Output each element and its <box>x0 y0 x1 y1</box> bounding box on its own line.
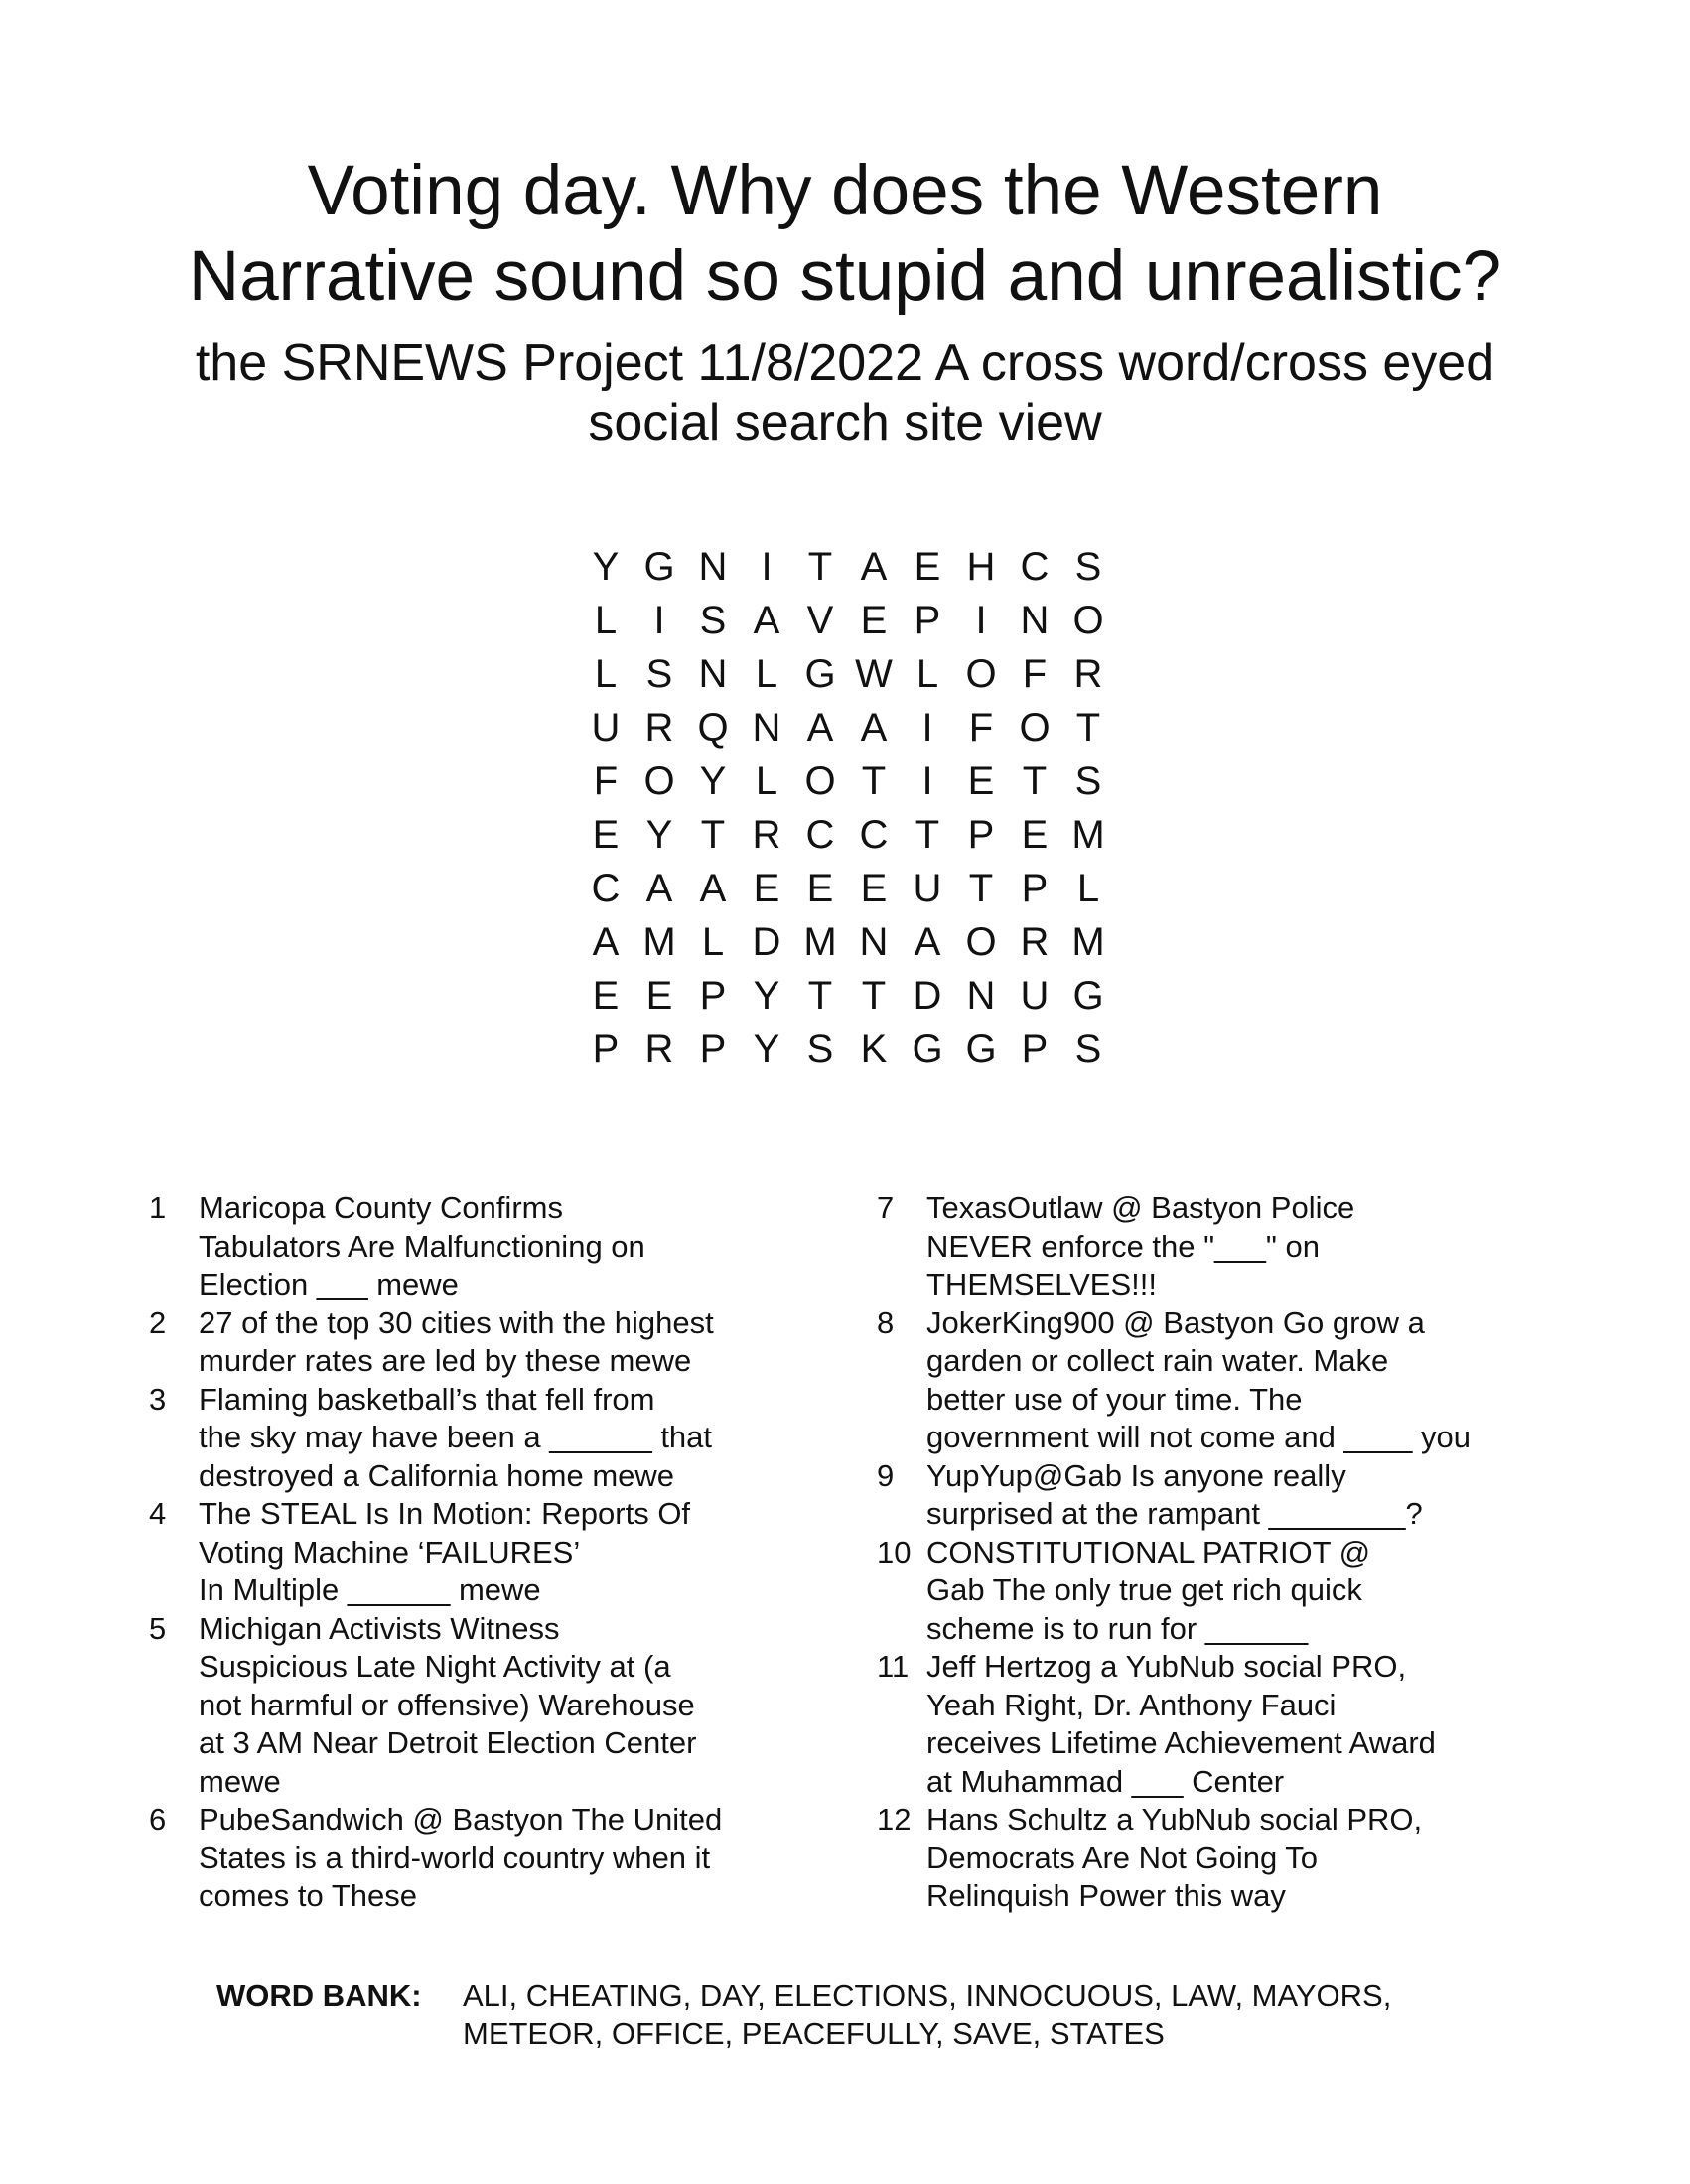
grid-letter: I <box>975 599 987 642</box>
grid-letter: S <box>1074 1027 1102 1071</box>
clue-text: CONSTITUTIONAL PATRIOT @ Gab The only true get rich quick scheme is to run for ______ <box>926 1534 1371 1646</box>
clue-number: 10 <box>877 1534 912 1570</box>
clue-item <box>877 1189 1512 1304</box>
page-subtitle: the SRNEWS Project 11/8/2022 A cross word/cross eyed social search site view <box>195 335 1495 452</box>
clue-item <box>149 1610 755 1802</box>
grid-letter: L <box>594 652 618 696</box>
grid-letter: R <box>644 706 674 750</box>
clue-text: 27 of the top 30 cities with the highest murder rates are led by these mewe <box>199 1304 714 1378</box>
grid-letter: A <box>860 545 888 589</box>
grid-letter: M <box>1071 920 1105 964</box>
grid-letter: O <box>965 920 997 964</box>
grid-letter: R <box>644 1027 674 1071</box>
grid-letter: T <box>915 813 940 857</box>
grid-letter: N <box>1020 599 1050 642</box>
clue-list-right <box>877 1189 1512 1916</box>
grid-letter: G <box>912 1027 943 1071</box>
grid-letter: O <box>965 652 997 696</box>
grid-letter: C <box>859 813 889 857</box>
grid-letter: A <box>806 706 834 750</box>
grid-letter: N <box>966 974 996 1018</box>
clue-text: Michigan Activists Witness Suspicious Late Night Activity at (a not harmful or offensive) Warehouse at 3 AM Near Detroit Election Center mewe <box>199 1610 697 1799</box>
grid-letter: E <box>860 867 888 910</box>
grid-row <box>579 1023 1115 1076</box>
grid-letter: E <box>592 974 620 1018</box>
grid-letter: Y <box>592 545 620 589</box>
grid-letter: P <box>592 1027 620 1071</box>
grid-letter: T <box>807 545 833 589</box>
grid-letter: P <box>914 599 941 642</box>
grid-letter: L <box>755 759 778 803</box>
grid-letter: S <box>699 599 727 642</box>
clue-text: Hans Schultz a YubNub social PRO, Democrats Are Not Going To Relinquish Power this way <box>926 1802 1423 1913</box>
grid-letter: E <box>645 974 673 1018</box>
clue-item <box>149 1304 755 1381</box>
grid-letter: O <box>1072 599 1104 642</box>
grid-letter: T <box>861 759 887 803</box>
grid-letter: M <box>803 920 837 964</box>
grid-letter: F <box>1022 652 1048 696</box>
clue-item <box>877 1534 1512 1649</box>
grid-letter: Y <box>699 759 727 803</box>
clue-number: 4 <box>149 1496 167 1531</box>
clue-text: JokerKing900 @ Bastyon Go grow a garden or collect rain water. Make better use of your time. The government will not come and ____ you <box>926 1304 1471 1454</box>
clue-text: TexasOutlaw @ Bastyon Police NEVER enforce the "___" on THEMSELVES!!! <box>926 1190 1355 1301</box>
grid-letter: Y <box>645 813 673 857</box>
clue-item <box>149 1495 755 1610</box>
clue-text: Maricopa County Confirms Tabulators Are Malfunctioning on Election ___ mewe <box>199 1190 645 1301</box>
grid-letter: S <box>645 652 673 696</box>
clue-number: 5 <box>149 1610 167 1646</box>
grid-letter: P <box>1021 867 1049 910</box>
clue-number: 11 <box>877 1649 910 1684</box>
grid-letter: I <box>921 759 933 803</box>
grid-letter: F <box>593 759 619 803</box>
clue-item <box>877 1648 1512 1801</box>
grid-letter: A <box>592 920 620 964</box>
grid-letter: N <box>859 920 889 964</box>
grid-row <box>579 969 1115 1023</box>
grid-letter: G <box>643 545 675 589</box>
clue-item <box>149 1381 755 1496</box>
grid-letter: U <box>913 867 942 910</box>
clue-item <box>877 1457 1512 1534</box>
grid-letter: A <box>699 867 727 910</box>
grid-row <box>579 915 1115 969</box>
clue-text: YupYup@Gab Is anyone really surprised at the rampant ________? <box>926 1457 1423 1531</box>
clue-number: 6 <box>149 1802 167 1837</box>
grid-letter: L <box>755 652 778 696</box>
grid-letter: P <box>699 1027 727 1071</box>
grid-letter: R <box>752 813 781 857</box>
grid-letter: G <box>965 1027 997 1071</box>
grid-letter: Y <box>753 1027 780 1071</box>
grid-letter: A <box>753 599 780 642</box>
grid-letter: E <box>1021 813 1049 857</box>
word-search-grid <box>579 540 1115 1076</box>
grid-letter: I <box>761 545 773 589</box>
grid-letter: T <box>861 974 887 1018</box>
grid-row <box>579 862 1115 915</box>
grid-letter: W <box>855 652 893 696</box>
clue-number: 8 <box>877 1304 895 1340</box>
grid-letter: M <box>642 920 676 964</box>
grid-row <box>579 647 1115 701</box>
grid-letter: P <box>699 974 727 1018</box>
clue-item <box>877 1304 1512 1457</box>
grid-row <box>579 754 1115 808</box>
grid-letter: O <box>804 759 836 803</box>
grid-letter: H <box>966 545 996 589</box>
word-bank-words: ALI, CHEATING, DAY, ELECTIONS, INNOCUOUS, LAW, MAYORS, METEOR, OFFICE, PEACEFULLY, SAVE, STATES <box>463 1979 1392 2051</box>
grid-letter: Q <box>697 706 729 750</box>
grid-letter: S <box>1074 759 1102 803</box>
grid-letter: U <box>591 706 621 750</box>
clue-text: Flaming basketball’s that fell from the sky may have been a ______ that destroyed a California home mewe <box>199 1381 713 1493</box>
grid-letter: G <box>1072 974 1104 1018</box>
grid-letter: P <box>967 813 995 857</box>
grid-letter: S <box>1074 545 1102 589</box>
grid-letter: E <box>806 867 834 910</box>
page-title: Voting day. Why does the Western Narrative sound so stupid and unrealistic? <box>188 152 1502 316</box>
clue-item <box>877 1801 1512 1916</box>
grid-letter: K <box>860 1027 888 1071</box>
clue-item <box>149 1189 755 1304</box>
grid-letter: R <box>1020 920 1050 964</box>
grid-row <box>579 701 1115 754</box>
grid-letter: E <box>860 599 888 642</box>
clue-number: 2 <box>149 1304 167 1340</box>
grid-letter: E <box>914 545 941 589</box>
grid-letter: O <box>1019 706 1051 750</box>
grid-letter: I <box>653 599 665 642</box>
grid-row <box>579 594 1115 647</box>
grid-letter: D <box>752 920 781 964</box>
clue-number: 12 <box>877 1802 912 1837</box>
grid-row <box>579 540 1115 594</box>
clue-text: PubeSandwich @ Bastyon The United States is a third-world country when it comes to These <box>199 1802 723 1913</box>
grid-letter: A <box>645 867 673 910</box>
grid-letter: D <box>913 974 942 1018</box>
grid-letter: A <box>860 706 888 750</box>
word-bank-label: WORD BANK: <box>216 1979 422 2013</box>
clue-number: 7 <box>877 1190 895 1225</box>
grid-letter: T <box>968 867 994 910</box>
grid-letter: L <box>594 599 618 642</box>
clue-text: Jeff Hertzog a YubNub social PRO, Yeah Right, Dr. Anthony Fauci receives Lifetime Achievement Award at Muhammad ___ Center <box>926 1649 1436 1799</box>
grid-letter: E <box>592 813 620 857</box>
grid-letter: T <box>807 974 833 1018</box>
grid-letter: P <box>1021 1027 1049 1071</box>
clue-list-left <box>149 1189 755 1916</box>
grid-letter: O <box>643 759 675 803</box>
grid-letter: R <box>1073 652 1103 696</box>
grid-letter: E <box>753 867 780 910</box>
clue-number: 3 <box>149 1381 167 1417</box>
grid-letter: N <box>698 545 728 589</box>
grid-letter: F <box>968 706 994 750</box>
grid-row <box>579 808 1115 862</box>
word-bank <box>216 1978 1507 2053</box>
grid-letter: L <box>915 652 939 696</box>
grid-letter: C <box>805 813 835 857</box>
grid-letter: T <box>1022 759 1048 803</box>
grid-letter: S <box>806 1027 834 1071</box>
clue-text: The STEAL Is In Motion: Reports Of Voting Machine ‘FAILURES’ In Multiple ______ mewe <box>199 1496 691 1607</box>
grid-letter: M <box>1071 813 1105 857</box>
grid-letter: U <box>1020 974 1050 1018</box>
grid-letter: Y <box>753 974 780 1018</box>
grid-letter: E <box>967 759 995 803</box>
clue-number: 9 <box>877 1457 895 1493</box>
grid-letter: I <box>921 706 933 750</box>
grid-letter: N <box>698 652 728 696</box>
grid-letter: L <box>1076 867 1100 910</box>
grid-letter: T <box>1075 706 1101 750</box>
grid-letter: N <box>752 706 781 750</box>
clue-number: 1 <box>149 1190 167 1225</box>
grid-letter: V <box>806 599 834 642</box>
grid-letter: C <box>591 867 621 910</box>
grid-letter: T <box>700 813 726 857</box>
clue-item <box>149 1801 755 1916</box>
grid-letter: G <box>804 652 836 696</box>
grid-letter: A <box>914 920 941 964</box>
grid-letter: L <box>701 920 725 964</box>
grid-letter: C <box>1020 545 1050 589</box>
